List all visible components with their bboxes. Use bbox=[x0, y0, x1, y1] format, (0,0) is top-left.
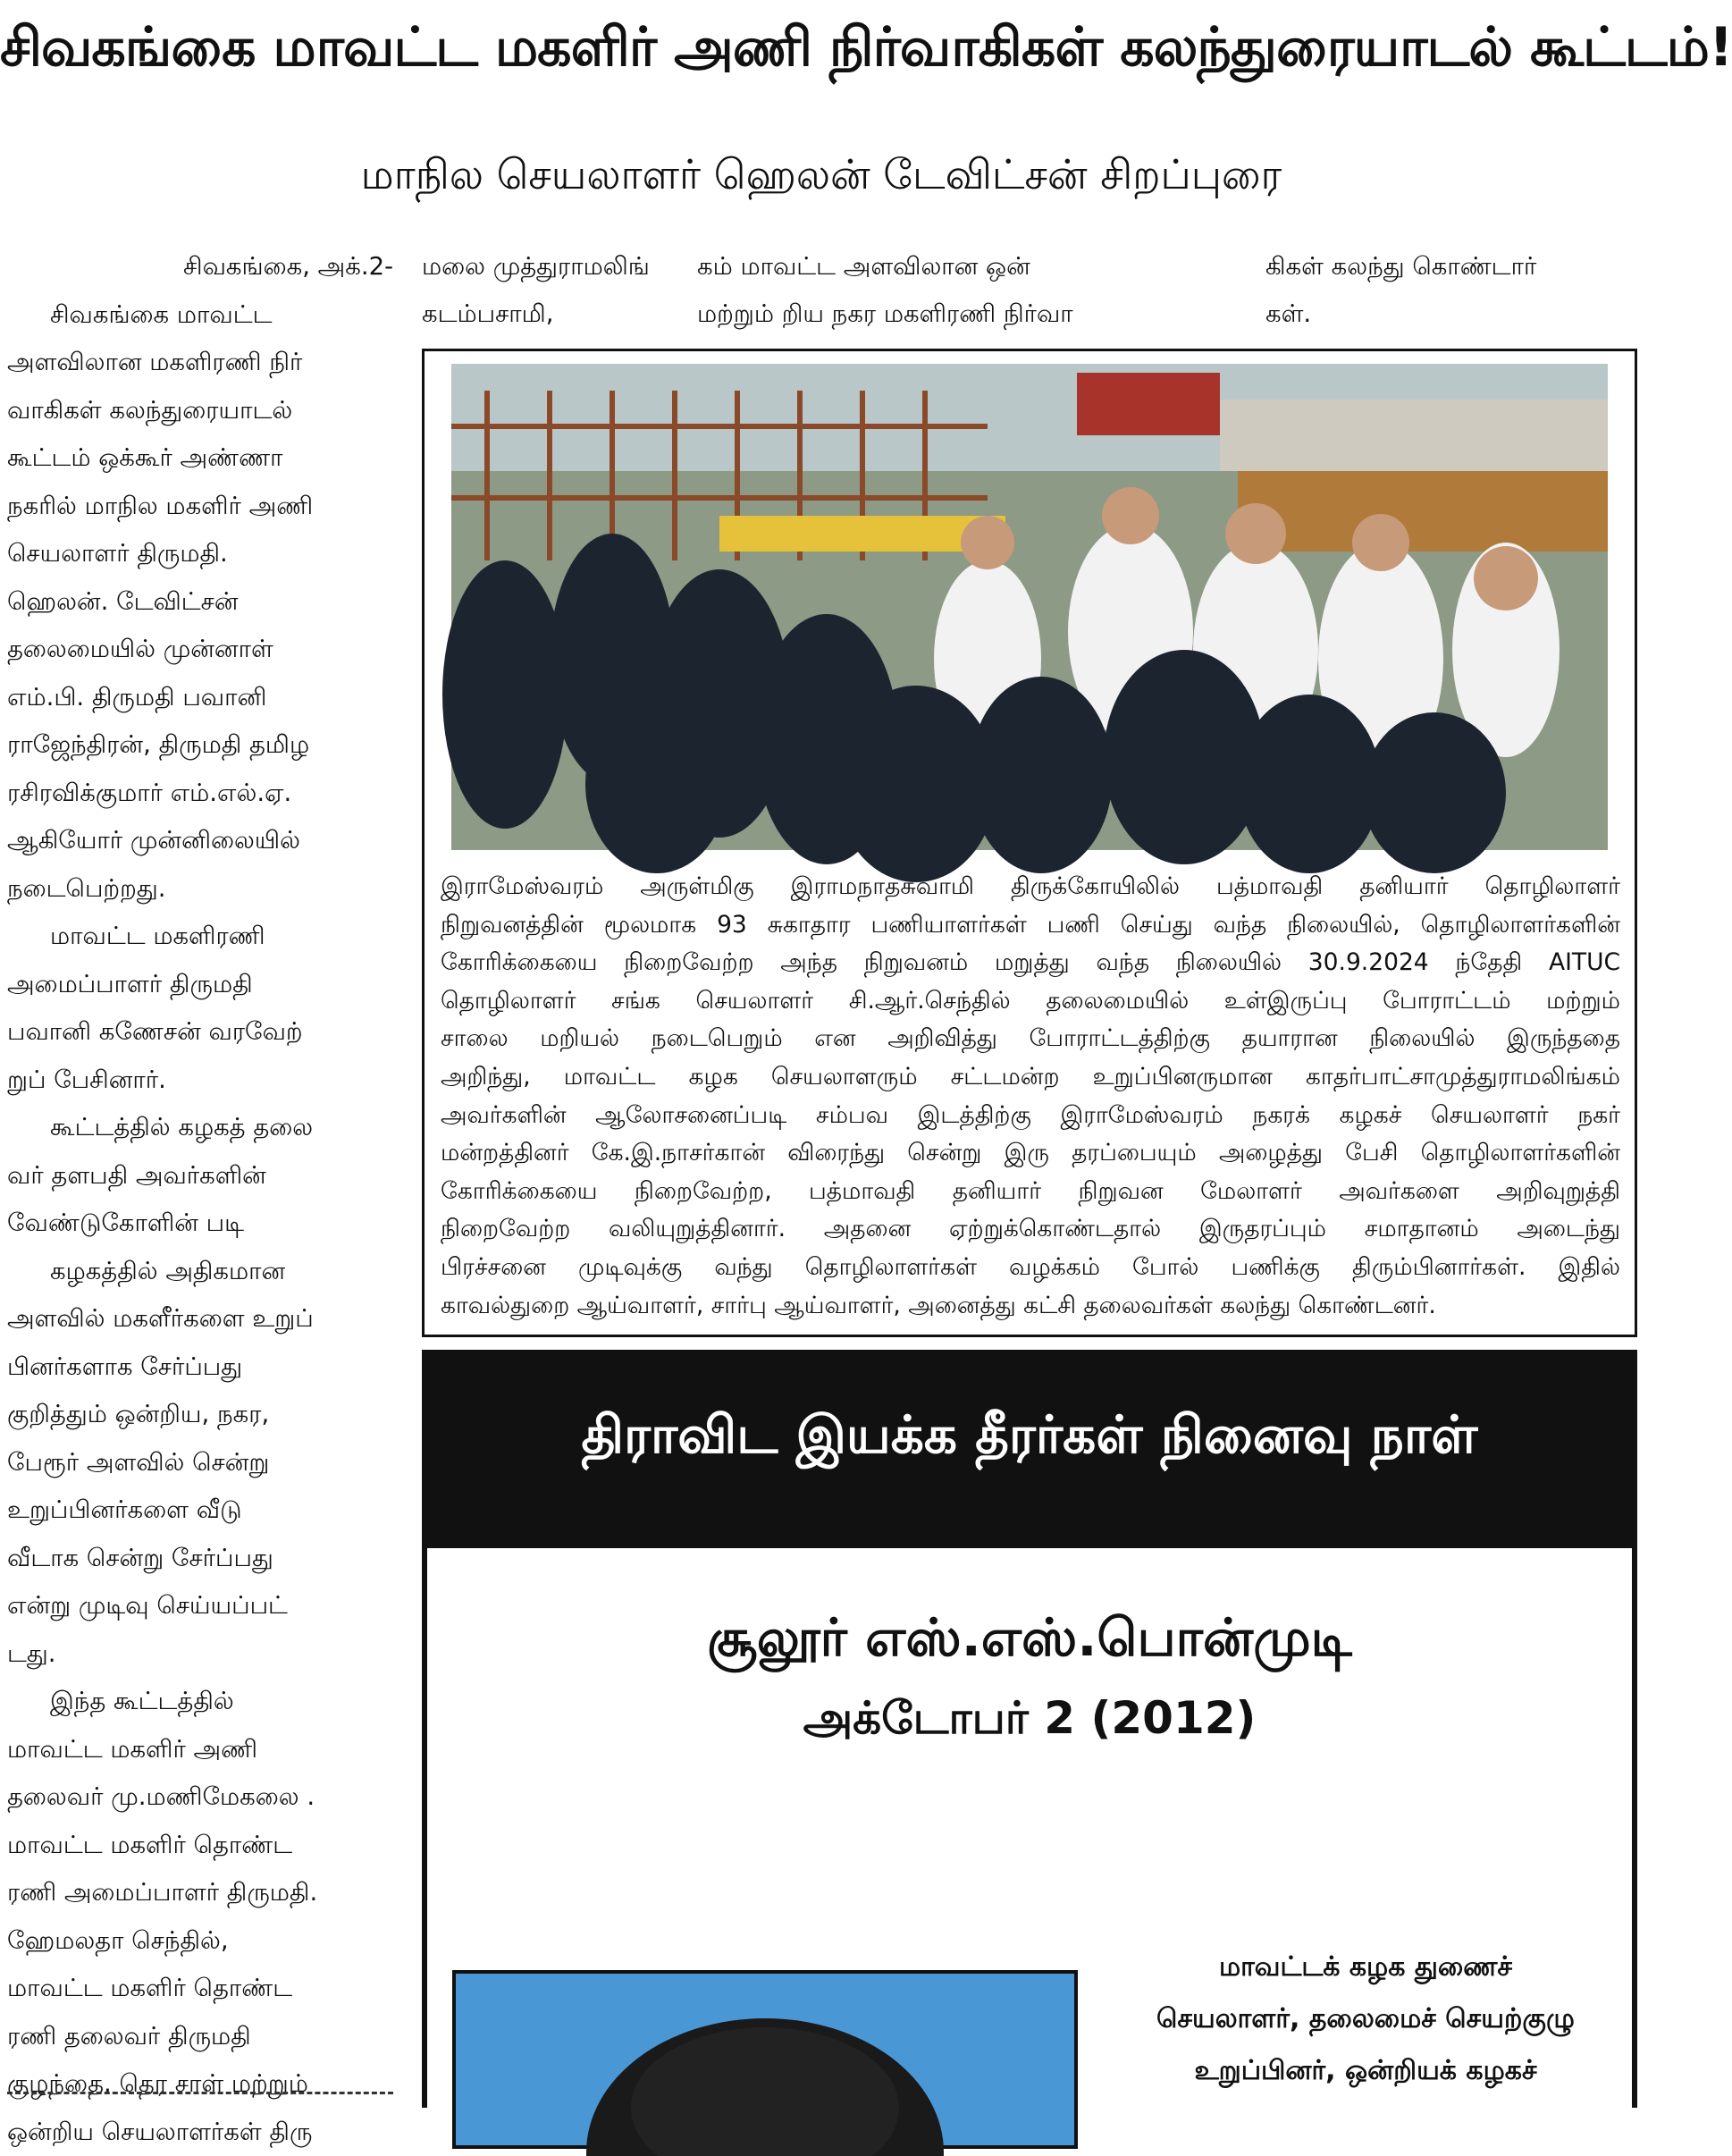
headline: சிவகங்கை மாவட்ட மகளிர் அணி நிர்வாகிகள் கலந்துரையாடல் கூட்டம்! bbox=[0, 7, 1643, 88]
crowd-photo-illustration bbox=[451, 364, 1608, 850]
portrait-photo bbox=[452, 1970, 1078, 2149]
caption-line: அறிந்து, மாவட்ட கழக செயலாளரும் சட்டமன்ற உறுப்பினருமான காதர்பாட்சாமுத்துராமலிங்கம் bbox=[441, 1058, 1620, 1097]
memorial-name: சூலூர் எஸ்.எஸ்.பொன்முடி bbox=[427, 1602, 1632, 1673]
caption-line: பிரச்சனை முடிவுக்கு வந்து தொழிலாளர்கள் வழக்கம் போல் பணிக்கு திரும்பினார்கள். இதில் bbox=[441, 1249, 1620, 1287]
article-line: குறித்தும் ஒன்றிய, நகர, bbox=[7, 1391, 393, 1439]
caption-line: கோரிக்கையை நிறைவேற்ற அந்த நிறுவனம் மறுத்து வந்த நிலையில் 30.9.2024 ந்தேதி AITUC bbox=[441, 944, 1620, 982]
caption-line: தொழிலாளர் சங்க செயலாளர் சி.ஆர்.செந்தில் தலைமையில் உள்இருப்பு போராட்டம் மற்றும் bbox=[441, 982, 1620, 1021]
subheadline: மாநில செயலாளர் ஹெலன் டேவிட்சன் சிறப்புரை bbox=[0, 143, 1643, 206]
caption-line: அவர்களின் ஆலோசனைப்படி சம்பவ இடத்திற்கு இராமேஸ்வரம் நகரக் கழகச் செயலாளர் நகர் bbox=[441, 1097, 1620, 1135]
article-line: ஆகியோர் முன்னிலையில் bbox=[7, 817, 393, 865]
memorial-date: அக்டோபர் 2 (2012) bbox=[427, 1687, 1632, 1749]
article-line: ஹேமலதா செந்தில், bbox=[7, 1917, 393, 1966]
article-line: ரணி தலைவர் திருமதி bbox=[7, 2013, 393, 2061]
article-line: தலைவர் மு.மணிமேகலை . bbox=[7, 1773, 393, 1822]
article-line: டது. bbox=[7, 1630, 393, 1679]
column-divider bbox=[7, 2092, 393, 2094]
article-line: கூட்டத்தில் கழகத் தலை bbox=[7, 1104, 393, 1152]
article-line: இந்த கூட்டத்தில் bbox=[7, 1678, 393, 1726]
dateline: சிவகங்கை, அக்.2- bbox=[7, 243, 393, 291]
article-line: ராஜேந்திரன், திருமதி தமிழ bbox=[7, 721, 393, 770]
article-column bbox=[7, 243, 393, 2098]
memorial-title: திராவிட இயக்க தீரர்கள் நினைவு நாள் bbox=[422, 1394, 1637, 1475]
article-line: வேண்டுகோளின் படி bbox=[7, 1200, 393, 1248]
portrait-illustration bbox=[456, 1974, 1074, 2145]
article-line: கூட்டம் ஒக்கூர் அண்ணா bbox=[7, 434, 393, 483]
continuation-col-1: மலை முத்துராமலிங் கடம்பசாமி, bbox=[422, 243, 650, 338]
caption-line: காவல்துறை ஆய்வாளர், சார்பு ஆய்வாளர், அனைத்து கட்சி தலைவர்கள் கலந்து கொண்டனர். bbox=[441, 1287, 1620, 1326]
article-line: மாவட்ட மகளிர் அணி bbox=[7, 1726, 393, 1774]
article-line: வாகிகள் கலந்துரையாடல் bbox=[7, 387, 393, 435]
article-line: பினர்களாக சேர்ப்பது bbox=[7, 1343, 393, 1392]
memorial-box bbox=[422, 1350, 1637, 2108]
article-line: எம்.பி. திருமதி பவானி bbox=[7, 674, 393, 722]
article-line: உறுப்பினர்களை வீடு bbox=[7, 1486, 393, 1535]
article-line: ஹெலன். டேவிட்சன் bbox=[7, 578, 393, 627]
article-line: மாவட்ட மகளிர் தொண்ட bbox=[7, 1822, 393, 1870]
article-line: ஒன்றிய செயலாளர்கள் திரு bbox=[7, 2109, 393, 2156]
photo-caption bbox=[441, 868, 1620, 1325]
article-line: செயலாளர் திருமதி. bbox=[7, 530, 393, 578]
article-line: நகரில் மாநில மகளிர் அணி bbox=[7, 483, 393, 531]
article-line: மாவட்ட மகளிர் தொண்ட bbox=[7, 1965, 393, 2013]
article-line: குழந்தை. தெர சாள் மற்றும் bbox=[7, 2060, 393, 2109]
caption-line: மன்றத்தினர் கே.இ.நாசர்கான் விரைந்து சென்று இரு தரப்பையும் அழைத்து பேசி தொழிலாளர்களின் bbox=[441, 1134, 1620, 1173]
article-line: மாவட்ட மகளிரணி bbox=[7, 913, 393, 961]
article-line: பவானி கணேசன் வரவேற் bbox=[7, 1008, 393, 1057]
article-line: தலைமையில் முன்னாள் bbox=[7, 626, 393, 674]
caption-line: சாலை மறியல் நடைபெறும் என அறிவித்து போராட்டத்திற்கு தயாரான நிலையில் இருந்ததை bbox=[441, 1020, 1620, 1058]
article-line: ரணி அமைப்பாளர் திருமதி. bbox=[7, 1869, 393, 1917]
article-line: என்று முடிவு செய்யப்பட் bbox=[7, 1582, 393, 1630]
continuation-col-2: கம் மாவட்ட அளவிலான ஒன் மற்றும் றிய நகர மகளிரணி நிர்வா bbox=[697, 243, 1073, 338]
news-photo-box bbox=[422, 349, 1637, 1337]
article-line: அளவில் மகளீர்களை உறுப் bbox=[7, 1295, 393, 1343]
memorial-panel bbox=[427, 1548, 1632, 2120]
caption-line: கோரிக்கையை நிறைவேற்ற, பத்மாவதி தனியார் நிறுவன மேலாளர் அவர்களை அறிவுறுத்தி bbox=[441, 1173, 1620, 1211]
article-line: பேரூர் அளவில் சென்று bbox=[7, 1439, 393, 1487]
caption-line: நிறைவேற்ற வலியுறுத்தினார். அதனை ஏற்றுக்கொண்டதால் இருதரப்பும் சமாதானம் அடைந்து bbox=[441, 1210, 1620, 1249]
article-line: நடைபெற்றது. bbox=[7, 865, 393, 914]
article-line: வர் தளபதி அவர்களின் bbox=[7, 1152, 393, 1200]
article-line: அளவிலான மகளிரணி நிர் bbox=[7, 339, 393, 387]
caption-line: நிறுவனத்தின் மூலமாக 93 சுகாதார பணியாளர்கள் பணி செய்து வந்த நிலையில், தொழிலாளர்களின் bbox=[441, 906, 1620, 945]
article-line: ரசிரவிக்குமார் எம்.எல்.ஏ. bbox=[7, 770, 393, 818]
article-line: சிவகங்கை மாவட்ட bbox=[7, 291, 393, 340]
continuation-col-3: கிகள் கலந்து கொண்டார் கள். bbox=[1265, 243, 1536, 338]
caption-line: இராமேஸ்வரம் அருள்மிகு இராமநாதசுவாமி திருக்கோயிலில் பத்மாவதி தனியார் தொழிலாளர் bbox=[441, 868, 1620, 906]
article-line: றுப் பேசினார். bbox=[7, 1057, 393, 1105]
article-line: கழகத்தில் அதிகமான bbox=[7, 1248, 393, 1296]
article-line: அமைப்பாளர் திருமதி bbox=[7, 961, 393, 1009]
article-line: வீடாக சென்று சேர்ப்பது bbox=[7, 1535, 393, 1583]
memorial-role: மாவட்டக் கழக துணைச் செயலாளர், தலைமைச் செயற்குழு உறுப்பினர், ஒன்றியக் கழகச் bbox=[1106, 1941, 1625, 2097]
news-photo bbox=[451, 364, 1608, 850]
